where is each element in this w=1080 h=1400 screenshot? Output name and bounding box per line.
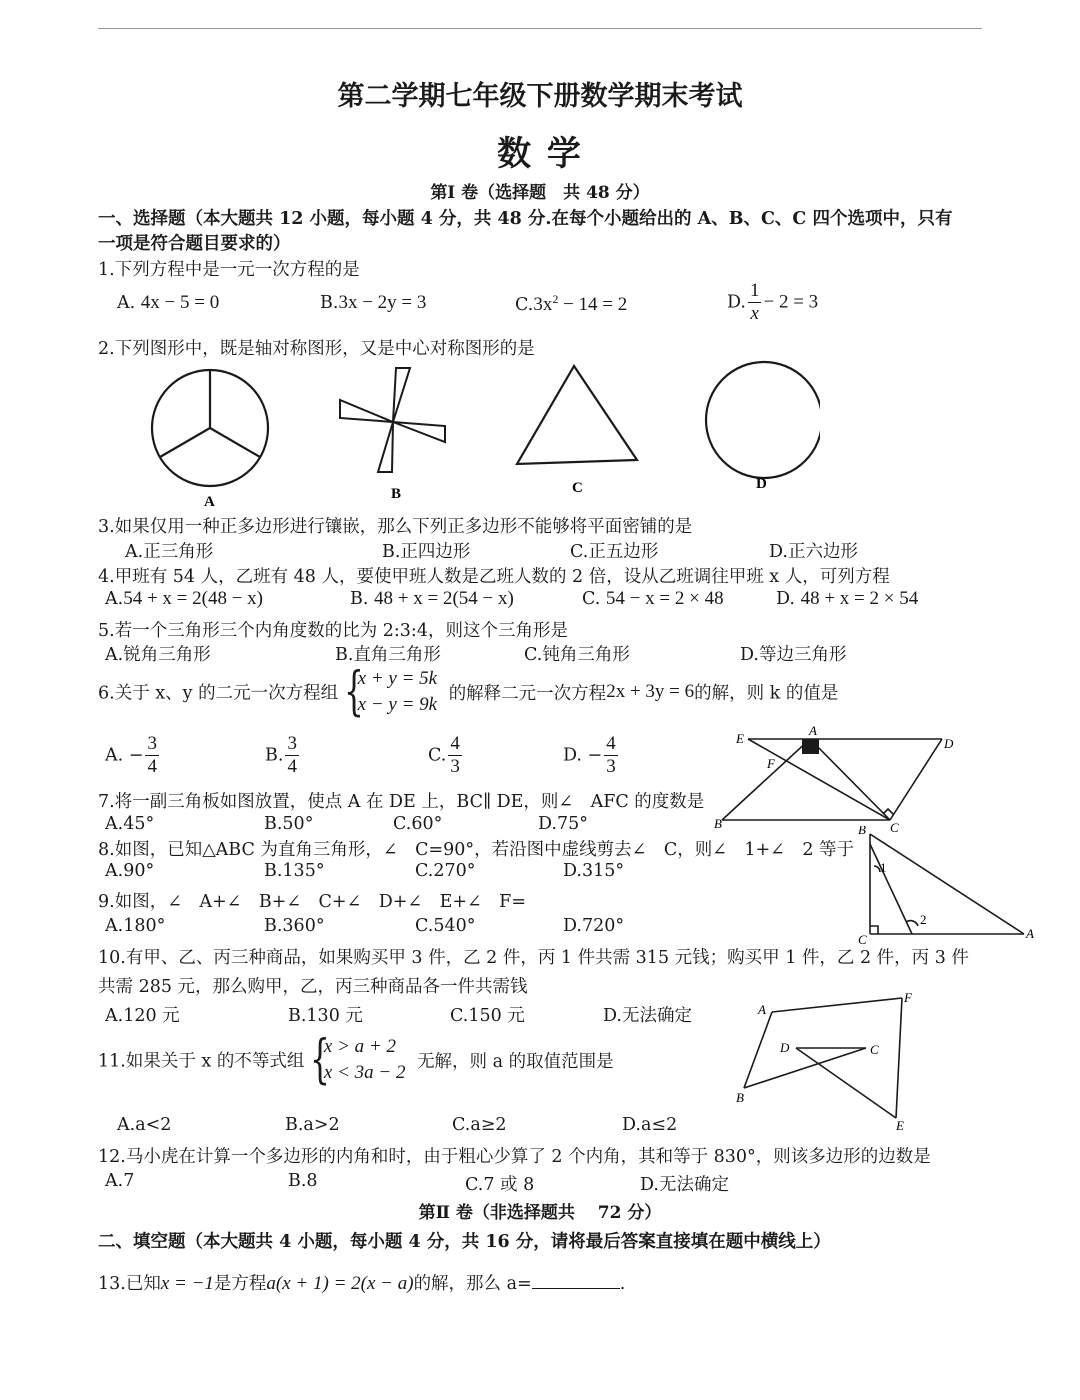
q2-figure-d <box>706 362 820 478</box>
q9-option-c: C.540° <box>415 916 476 936</box>
q6-option-a: A. − $\frac{3}{4}$ <box>105 733 157 777</box>
svg-text:B: B <box>736 1090 744 1105</box>
q2-figures <box>140 360 820 510</box>
svg-text:2: 2 <box>920 912 927 927</box>
q9-stem: 9.如图，∠ A+∠ B+∠ C+∠ D+∠ E+∠ F= <box>98 892 526 912</box>
q9-option-a: A.180° <box>105 916 166 936</box>
q12-option-a: A.7 <box>105 1171 135 1191</box>
q13-answer-blank[interactable] <box>532 1270 620 1289</box>
q8-figure <box>852 826 1037 946</box>
q9-option-d: D.720° <box>563 916 625 936</box>
section-1-instructions: 一、选择题（本大题共 12 小题，每小题 4 分，共 48 分.在每个小题给出的 A、B、C、C 四个选项中，只有 <box>98 209 953 229</box>
q6-option-c: C. $\frac{4}{3}$ <box>428 733 460 777</box>
q3-option-a: A.正三角形 <box>125 542 214 562</box>
svg-text:E: E <box>896 1118 904 1130</box>
q11-option-d: D.a≤2 <box>622 1115 678 1135</box>
page-title: 第二学期七年级下册数学期末考试 <box>337 81 743 112</box>
section-2-instructions: 二、填空题（本大题共 4 小题，每小题 4 分，共 16 分，请将最后答案直接填在题中横线上） <box>98 1232 831 1252</box>
q2-label-a: A <box>204 494 215 510</box>
svg-text:B: B <box>858 826 866 837</box>
q5-stem: 5.若一个三角形三个内角度数的比为 2:3:4，则这个三角形是 <box>98 621 568 641</box>
q7-figure <box>710 722 970 842</box>
q2-figure-b <box>340 368 445 472</box>
q6-stem: 6.关于 x、y 的二元一次方程组 { x + y = 5k x − y = 9k 的解释二元一次方程2x + 3y = 6的解，则 k 的值是 <box>98 662 839 722</box>
q12-option-c: C.7 或 8 <box>465 1175 535 1195</box>
svg-text:D: D <box>780 1040 790 1055</box>
q4-stem: 4.甲班有 54 人，乙班有 48 人，要使甲班人数是乙班人数的 2 倍，设从乙班调往甲班 x 人，可列方程 <box>98 567 890 587</box>
q7-stem: 7.将一副三角板如图放置，使点 A 在 DE 上，BC∥ DE，则∠ AFC 的度数是 <box>98 792 705 812</box>
q1-option-b: B.3x − 2y = 3 <box>320 292 427 313</box>
svg-text:A: A <box>758 1002 766 1017</box>
section-1-instructions-cont: 一项是符合题目要求的） <box>98 234 291 254</box>
q3-option-c: C.正五边形 <box>570 542 659 562</box>
svg-text:B: B <box>714 816 722 831</box>
q6-option-b: B. $\frac{3}{4}$ <box>265 733 297 777</box>
q10-option-a: A.120 元 <box>105 1006 180 1026</box>
q8-stem: 8.如图，已知△ABC 为直角三角形，∠ C=90°，若沿图中虚线剪去∠ C，则∠ 1+∠ 2 等于 <box>98 840 855 860</box>
q6-option-d: D. − $\frac{4}{3}$ <box>563 733 616 777</box>
q10-option-d: D.无法确定 <box>603 1006 692 1026</box>
q2-label-b: B <box>391 486 402 502</box>
svg-text:C: C <box>870 1042 879 1057</box>
q9-figure <box>728 988 928 1130</box>
q12-stem: 12.马小虎在计算一个多边形的内角和时，由于粗心少算了 2 个内角，其和等于 830°，则该多边形的边数是 <box>98 1147 931 1167</box>
q5-option-b: B.直角三角形 <box>335 645 441 665</box>
q1-stem: 1.下列方程中是一元一次方程的是 <box>98 260 360 280</box>
svg-text:F: F <box>904 990 912 1005</box>
q10-stem-line-2: 共需 285 元，那么购甲，乙，丙三种商品各一件共需钱 <box>98 977 528 997</box>
q9-option-b: B.360° <box>264 916 325 936</box>
svg-text:C: C <box>858 932 867 946</box>
q2-figure-c <box>517 366 637 464</box>
svg-text:F: F <box>767 756 775 771</box>
q11-inequality-system: { x > a + 2 x < 3a − 2 <box>309 1030 406 1090</box>
q1-option-a: A. 4x − 5 = 0 <box>117 292 220 313</box>
q13-stem: 13.已知x = −1是方程a(x + 1) = 2(x − a)的解，那么 a= . <box>98 1270 625 1295</box>
svg-text:D: D <box>944 736 954 751</box>
q5-option-d: D.等边三角形 <box>740 645 847 665</box>
q8-option-d: D.315° <box>563 861 625 881</box>
q8-option-c: C.270° <box>415 861 476 881</box>
svg-text:1: 1 <box>880 860 887 875</box>
q5-option-c: C.钝角三角形 <box>524 645 630 665</box>
q2-stem: 2.下列图形中，既是轴对称图形，又是中心对称图形的是 <box>98 339 535 359</box>
q10-option-b: B.130 元 <box>288 1006 363 1026</box>
top-rule <box>98 28 982 29</box>
q2-label-c: C <box>572 480 583 496</box>
q2-figure-a <box>152 370 268 486</box>
volume-2-heading: 第Ⅱ 卷（非选择题共 72 分） <box>418 1203 662 1223</box>
q7-option-c: C.60° <box>393 814 443 834</box>
q7-option-b: B.50° <box>264 814 314 834</box>
svg-text:A: A <box>1026 926 1034 941</box>
q12-option-b: B.8 <box>288 1171 318 1191</box>
svg-text:E: E <box>736 731 744 746</box>
q8-option-b: B.135° <box>264 861 325 881</box>
svg-text:C: C <box>890 820 899 835</box>
q7-option-d: D.75° <box>538 814 588 834</box>
q6-equation-system: { x + y = 5k x − y = 9k <box>343 662 438 722</box>
q7-option-a: A.45° <box>105 814 155 834</box>
q3-option-d: D.正六边形 <box>769 542 858 562</box>
subject-title: 数 学 <box>497 134 583 174</box>
q2-label-d: D <box>756 476 767 492</box>
volume-1-heading: 第Ⅰ 卷（选择题 共 48 分） <box>430 183 650 203</box>
q4-option-b: B. 48 + x = 2(54 − x) <box>350 588 514 609</box>
q1-option-c: $C.3x^2 - 14 = 2$ <box>515 292 628 315</box>
q12-option-d: D.无法确定 <box>640 1175 729 1195</box>
q10-stem-line-1: 10.有甲、乙、丙三种商品，如果购买甲 3 件，乙 2 件，丙 1 件共需 315 元钱；购买甲 1 件，乙 2 件，丙 3 件 <box>98 948 969 968</box>
q1-option-d: D. $\frac{1}{x}$ − 2 = 3 <box>727 280 819 324</box>
q11-option-c: C.a≥2 <box>452 1115 507 1135</box>
q11-option-a: A.a<2 <box>117 1115 172 1135</box>
q7-right-angle-mark <box>802 739 819 754</box>
q4-option-c: C. 54 − x = 2 × 48 <box>582 588 724 609</box>
q4-option-d: D. 48 + x = 2 × 54 <box>776 588 919 609</box>
q11-option-b: B.a>2 <box>285 1115 340 1135</box>
q3-stem: 3.如果仅用一种正多边形进行镶嵌，那么下列正多边形不能够将平面密铺的是 <box>98 517 693 537</box>
q10-option-c: C.150 元 <box>450 1006 525 1026</box>
svg-text:A: A <box>809 723 817 738</box>
q8-option-a: A.90° <box>105 861 155 881</box>
q11-stem: 11.如果关于 x 的不等式组 { x > a + 2 x < 3a − 2 无解，则 a 的取值范围是 <box>98 1030 614 1090</box>
q3-option-b: B.正四边形 <box>382 542 471 562</box>
q5-option-a: A.锐角三角形 <box>105 645 211 665</box>
q4-option-a: A.54 + x = 2(48 − x) <box>105 588 264 609</box>
